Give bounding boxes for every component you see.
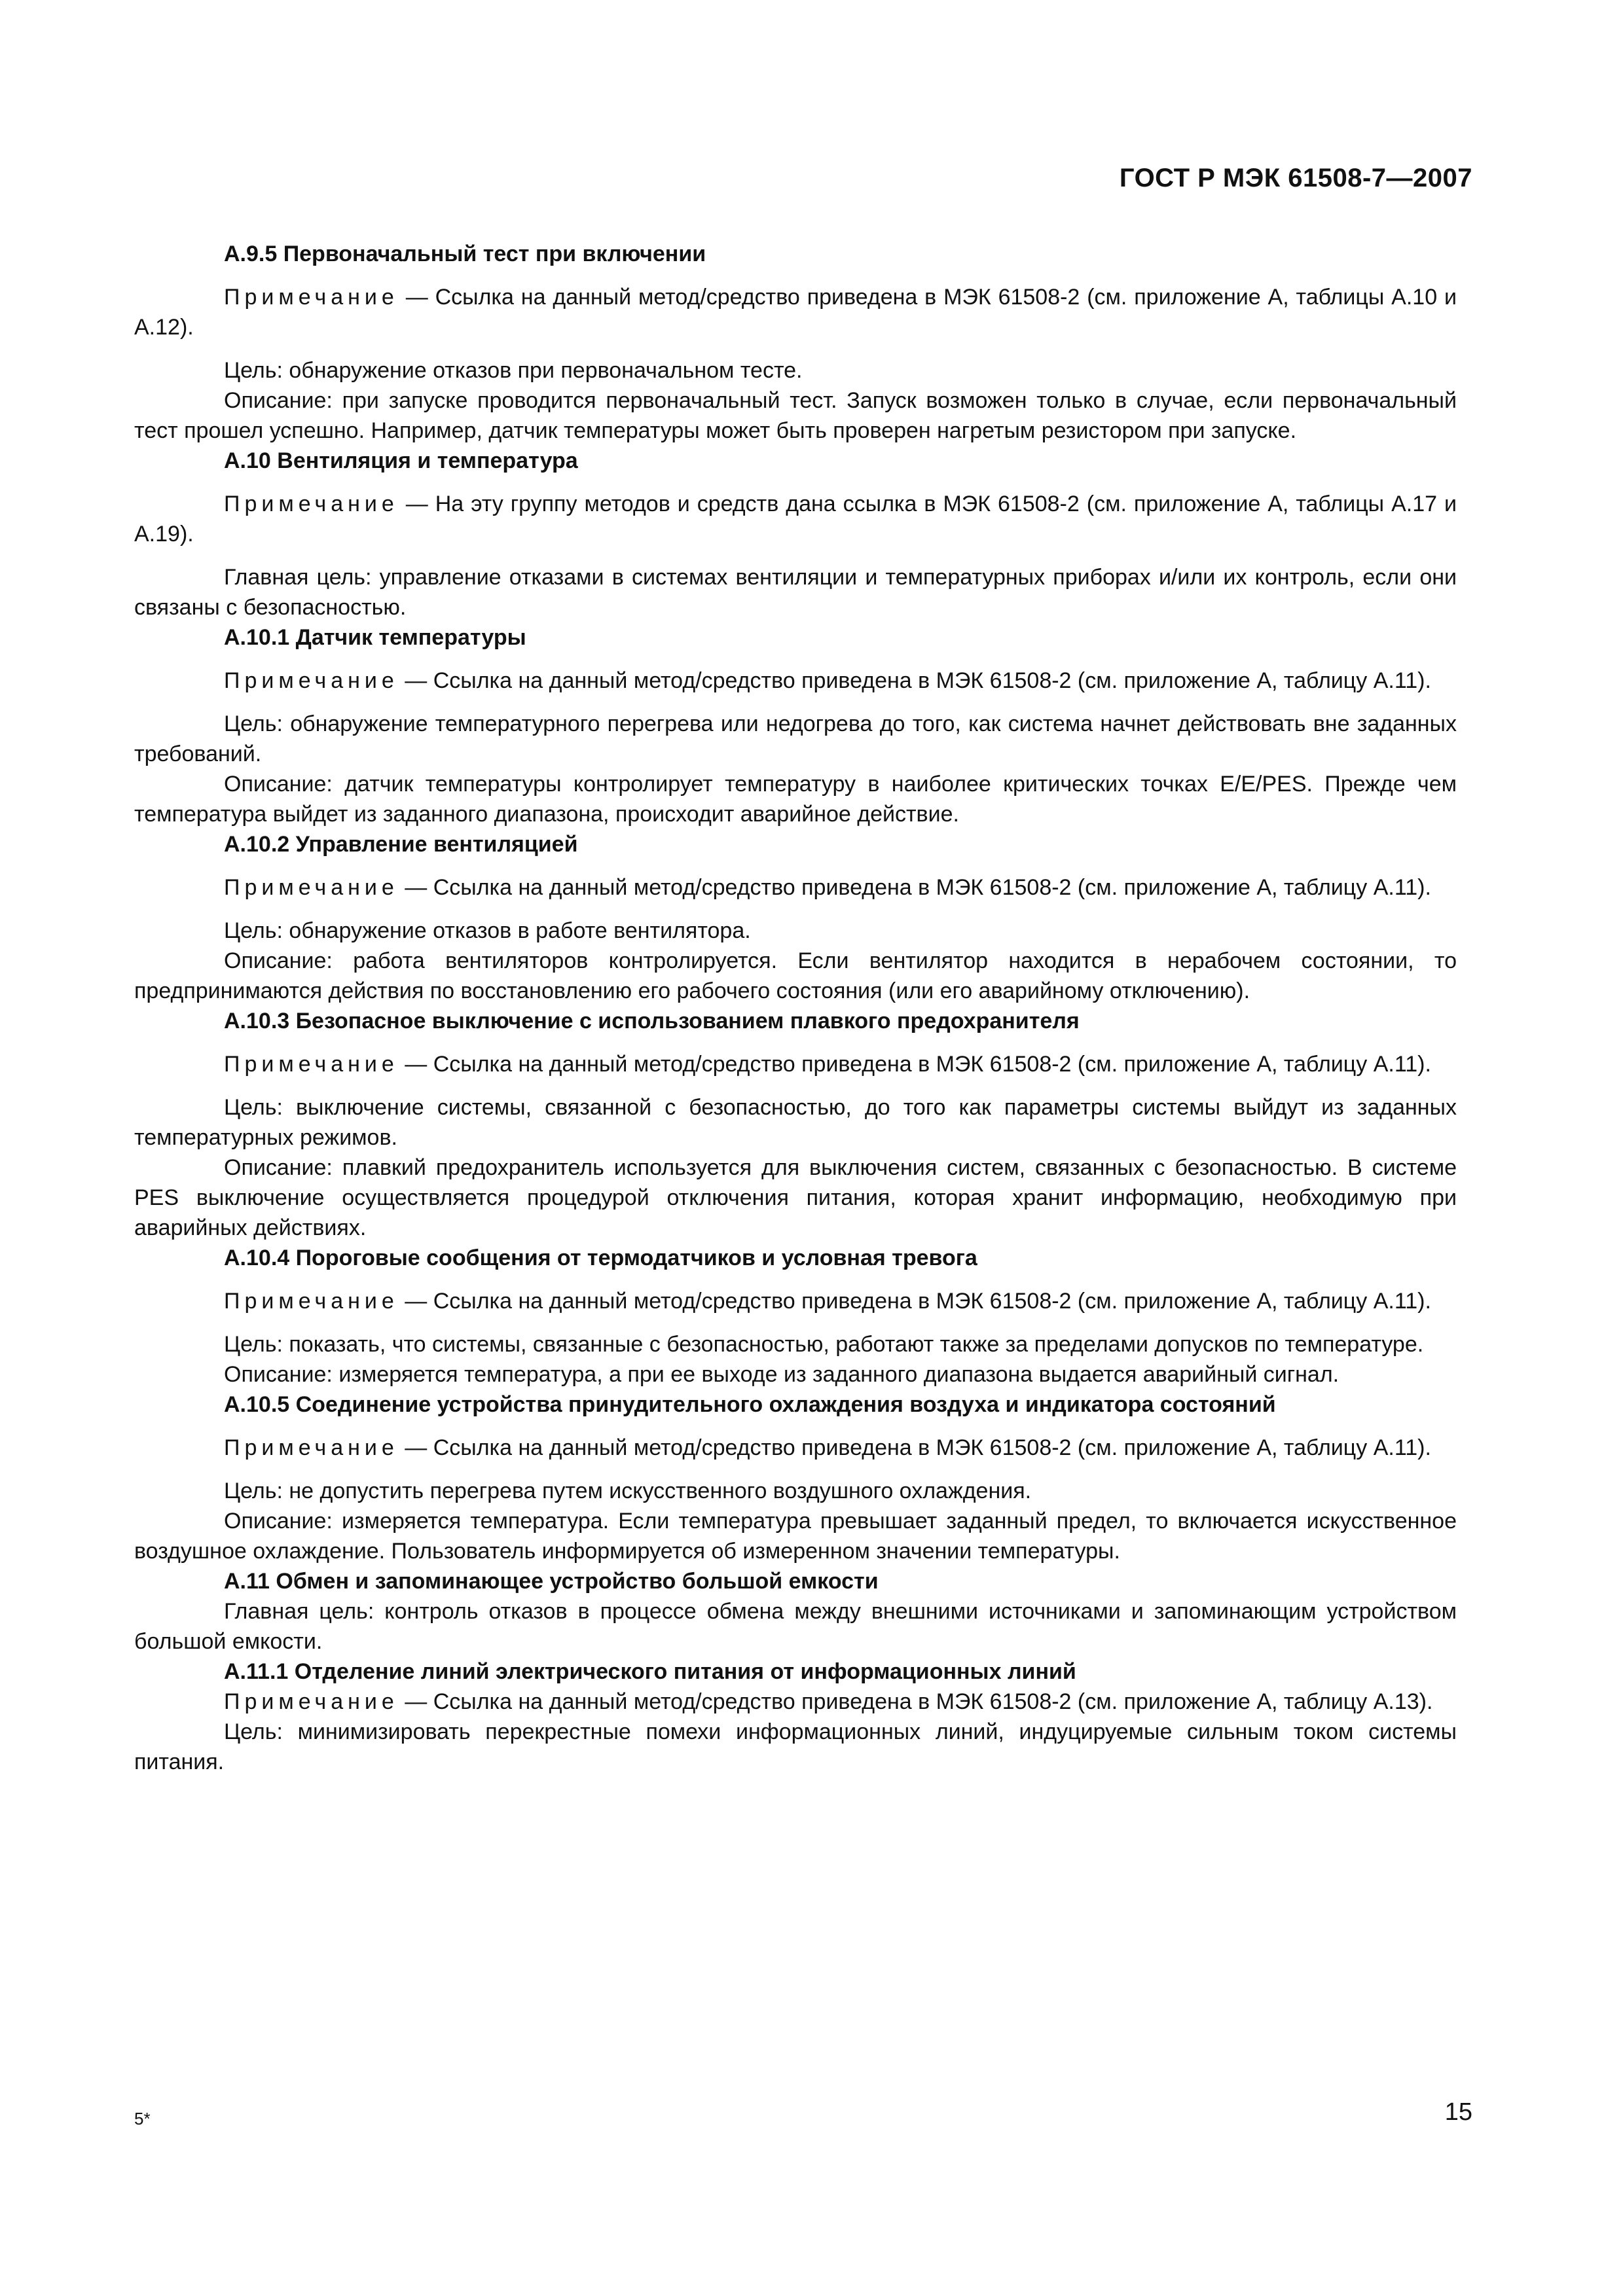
note-prefix: Примечание (224, 1289, 399, 1314)
note-paragraph (134, 872, 1457, 903)
note-paragraph (134, 1687, 1457, 1717)
body-paragraph: Цель: показать, что системы, связанные с безопасностью, работают также за пределами допусков по температуре. (224, 1332, 1424, 1357)
note-paragraph (134, 1286, 1457, 1316)
body-paragraph: Описание: плавкий предохранитель используется для выключения систем, связанных с безопасностью. В системе PES выключение осуществляется процедурой отключения питания, которая хранит информацию, необходимую при аварийных действиях. (134, 1155, 1457, 1240)
sheet-mark: 5* (134, 2109, 151, 2128)
note-prefix: Примечание (224, 668, 399, 693)
body-paragraph: Описание: измеряется температура, а при ее выходе из заданного диапазона выдается аварийный сигнал. (224, 1362, 1340, 1387)
body-paragraph: Главная цель: контроль отказов в процессе обмена между внешними источниками и запоминающим устройством большой емкости. (134, 1599, 1457, 1654)
note-prefix: Примечание (224, 1435, 399, 1460)
note-prefix: Примечание (224, 1689, 399, 1714)
note-text: — Ссылка на данный метод/средство приведена в МЭК 61508-2 (см. приложение А, таблицу А.11). (405, 1435, 1431, 1460)
body-paragraph: Цель: обнаружение температурного перегрева или недогрева до того, как система начнет действовать вне заданных требований. (134, 711, 1457, 766)
note-paragraph (134, 1049, 1457, 1079)
body-paragraph: Описание: датчик температуры контролирует температуру в наиболее критических точках E/E/PES. Прежде чем температура выйдет из заданного диапазона, происходит аварийное действие. (134, 772, 1457, 827)
page-number: 15 (1444, 2098, 1472, 2126)
body-paragraph: Цель: не допустить перегрева путем искусственного воздушного охлаждения. (224, 1479, 1032, 1503)
body-paragraph: Цель: выключение системы, связанной с безопасностью, до того как параметры системы выйдут из заданных температурных режимов. (134, 1095, 1457, 1150)
note-prefix: Примечание (224, 875, 399, 900)
body-paragraph: Описание: при запуске проводится первоначальный тест. Запуск возможен только в случае, если первоначальный тест прошел успешно. Например, датчик температуры может быть проверен нагретым резистором при запуске. (134, 388, 1457, 443)
note-paragraph (134, 489, 1457, 549)
note-text: — Ссылка на данный метод/средство приведена в МЭК 61508-2 (см. приложение А, таблицу А.11). (405, 668, 1431, 693)
note-text: — Ссылка на данный метод/средство приведена в МЭК 61508-2 (см. приложение А, таблицу А.11). (405, 1289, 1431, 1314)
section-heading: А.10.4 Пороговые сообщения от термодатчиков и условная тревога (224, 1246, 977, 1270)
body-paragraph: Цель: минимизировать перекрестные помехи информационных линий, индуцируемые сильным током системы питания. (134, 1719, 1457, 1774)
body-paragraph: Описание: измеряется температура. Если температура превышает заданный предел, то включается искусственное воздушное охлаждение. Пользователь информируется об измеренном значении температуры. (134, 1509, 1457, 1564)
note-text: — Ссылка на данный метод/средство приведена в МЭК 61508-2 (см. приложение А, таблицу А.13). (405, 1689, 1433, 1714)
body-paragraph: Главная цель: управление отказами в системах вентиляции и температурных приборах и/или их контроль, если они связаны с безопасностью. (134, 565, 1457, 620)
note-text: — Ссылка на данный метод/средство приведена в МЭК 61508-2 (см. приложение А, таблицу А.11). (405, 875, 1431, 900)
section-heading: А.11.1 Отделение линий электрического питания от информационных линий (224, 1659, 1076, 1684)
note-text: — Ссылка на данный метод/средство приведена в МЭК 61508-2 (см. приложение А, таблицы А.10 и А.12). (134, 285, 1457, 340)
section-heading: А.10.3 Безопасное выключение с использованием плавкого предохранителя (224, 1009, 1080, 1033)
section-heading: А.11 Обмен и запоминающее устройство большой емкости (224, 1569, 879, 1594)
note-prefix: Примечание (224, 1052, 399, 1077)
section-heading: А.10.1 Датчик температуры (224, 625, 526, 650)
document-body (134, 239, 1457, 1777)
body-paragraph: Описание: работа вентиляторов контролируется. Если вентилятор находится в нерабочем состоянии, то предпринимаются действия по восстановлению его рабочего состояния (или его аварийному отключению). (134, 948, 1457, 1003)
note-prefix: Примечание (224, 285, 399, 310)
section-heading: А.10 Вентиляция и температура (224, 448, 578, 473)
section-heading: А.10.5 Соединение устройства принудительного охлаждения воздуха и индикатора состояний (224, 1392, 1276, 1417)
document-id-header: ГОСТ Р МЭК 61508-7—2007 (1119, 164, 1472, 192)
section-heading: А.10.2 Управление вентиляцией (224, 832, 578, 857)
note-paragraph (134, 666, 1457, 696)
body-paragraph: Цель: обнаружение отказов в работе вентилятора. (224, 918, 751, 943)
note-text: — На эту группу методов и средств дана ссылка в МЭК 61508-2 (см. приложение А, таблицы А.17 и А.19). (134, 492, 1457, 547)
note-paragraph (134, 1433, 1457, 1463)
body-paragraph: Цель: обнаружение отказов при первоначальном тесте. (224, 358, 803, 383)
note-text: — Ссылка на данный метод/средство приведена в МЭК 61508-2 (см. приложение А, таблицу А.11). (405, 1052, 1431, 1077)
note-prefix: Примечание (224, 492, 399, 516)
section-heading: А.9.5 Первоначальный тест при включении (224, 242, 706, 266)
note-paragraph (134, 282, 1457, 342)
